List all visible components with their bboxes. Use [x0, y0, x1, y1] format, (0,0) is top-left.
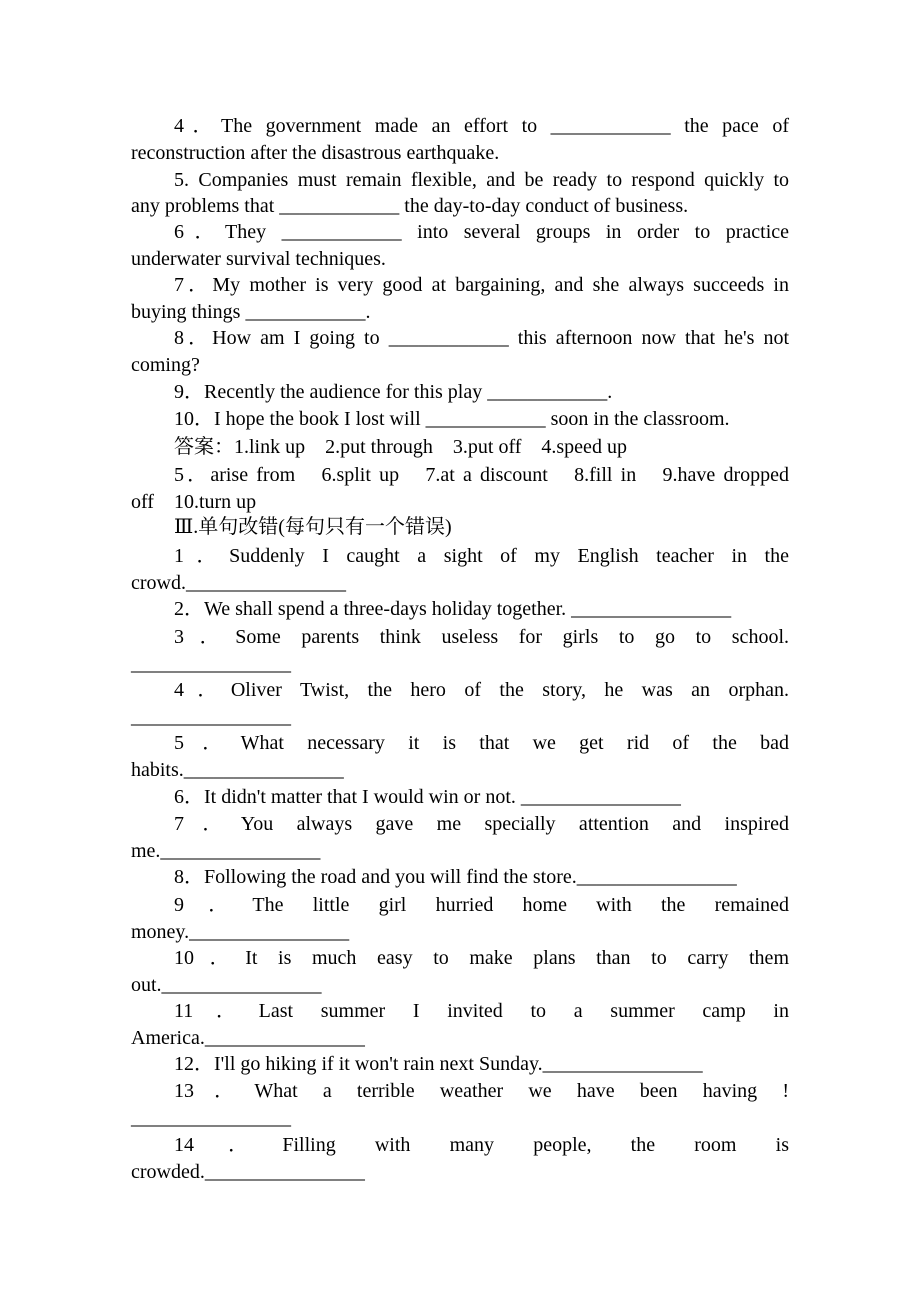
text-line: 4．The government made an effort to ____________ the pace of — [174, 115, 789, 137]
text-line: 3．Some parents think useless for girls to go to school. — [174, 626, 789, 648]
text-line: off 10.turn up — [131, 491, 257, 513]
text-line: ________________ — [131, 1107, 291, 1129]
text-line: 11．Last summer I invited to a summer camp in — [174, 1000, 789, 1022]
text-line: 12．I'll go hiking if it won't rain next Sunday.________________ — [174, 1053, 703, 1075]
text-line: me.________________ — [131, 840, 321, 862]
text-line: 9．Recently the audience for this play ____________. — [174, 381, 613, 403]
text-line: crowd.________________ — [131, 572, 346, 594]
text-line: 14．Filling with many people, the room is — [174, 1134, 789, 1156]
text-line: 6．It didn't matter that I would win or not. ________________ — [174, 786, 681, 808]
text-line: 13．What a terrible weather we have been having ! — [174, 1080, 789, 1102]
text-line: any problems that ____________ the day-to-day conduct of business. — [131, 195, 689, 217]
text-line: 8．Following the road and you will find the store.________________ — [174, 866, 737, 888]
text-line: 6．They ____________ into several groups in order to practice — [174, 221, 789, 243]
text-line: out.________________ — [131, 974, 322, 996]
text-line: 4．Oliver Twist, the hero of the story, he was an orphan. — [174, 679, 789, 701]
text-line: 10．It is much easy to make plans than to carry them — [174, 947, 789, 969]
text-line: 1．Suddenly I caught a sight of my English teacher in the — [174, 545, 789, 567]
text-line: 9．The little girl hurried home with the remained — [174, 894, 789, 916]
text-line: 2．We shall spend a three-days holiday together. ________________ — [174, 598, 732, 620]
text-line: habits.________________ — [131, 759, 344, 781]
text-line: reconstruction after the disastrous earthquake. — [131, 142, 500, 164]
answer-line: 答案：1.link up 2.put through 3.put off 4.speed up — [174, 436, 627, 458]
text-line: America.________________ — [131, 1027, 365, 1049]
text-line: 7．You always gave me specially attention and inspired — [174, 813, 789, 835]
text-line: ________________ — [131, 653, 291, 675]
text-line: coming? — [131, 354, 200, 376]
text-line: buying things ____________. — [131, 301, 371, 323]
text-line: 5．arise from 6.split up 7.at a discount 8.fill in 9.have dropped — [174, 464, 789, 486]
text-line: underwater survival techniques. — [131, 248, 386, 270]
text-line: 8．How am I going to ____________ this afternoon now that he's not — [174, 327, 789, 349]
text-line: 5. Companies must remain flexible, and be ready to respond quickly to — [174, 169, 789, 191]
text-line: 7．My mother is very good at bargaining, and she always succeeds in — [174, 274, 789, 296]
section-heading: Ⅲ.单句改错(每句只有一个错误) — [174, 516, 452, 538]
text-line: money.________________ — [131, 921, 350, 943]
text-line: ________________ — [131, 706, 291, 728]
text-line: 5．What necessary it is that we get rid of the bad — [174, 732, 789, 754]
text-line: 10．I hope the book I lost will ____________ soon in the classroom. — [174, 408, 730, 430]
text-line: crowded.________________ — [131, 1161, 365, 1183]
